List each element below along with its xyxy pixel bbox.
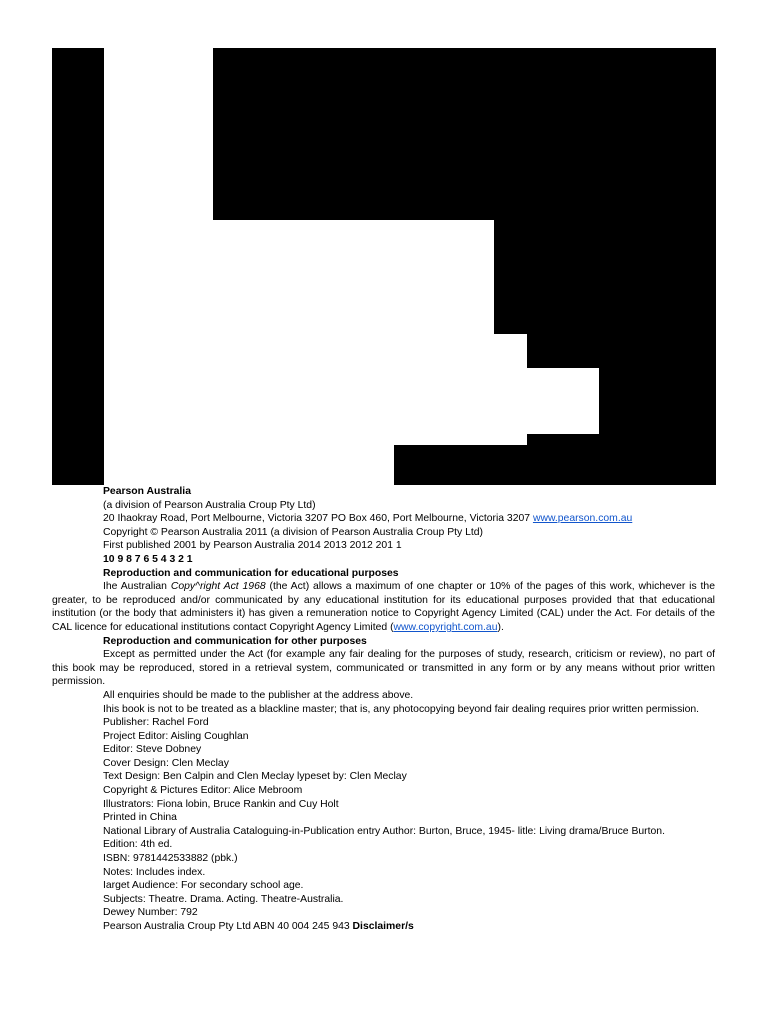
abn-text: Pearson Australia Croup Pty Ltd ABN 40 004 245 943 xyxy=(103,921,353,932)
disclaimer-label: Disclaimer/s xyxy=(352,921,414,932)
act-title: Copy^right Act 1968 xyxy=(170,581,266,593)
credit-line: Edition: 4th ed. xyxy=(103,839,173,851)
credit-line: National Library of Australia Cataloguing-in-Publication entry Author: Burton, Bruce, 1945- litle: Living drama/Bruce Burton. xyxy=(103,825,665,837)
copyright-agency-link[interactable]: www.copyright.com.au xyxy=(393,621,498,633)
other-paragraph-2: All enquiries should be made to the publisher at the address above. xyxy=(103,689,414,701)
edu-text-after: (the Act) allows a maximum of one chapter or 10% of the pages of this work, whichever is the greater, to be reproduced and/or communicated by any educational institution for its educational purposes provided that that educational institution (or the body that administers it) has given a remuneration notice to Copyright Agency Limited (CAL) under the Act. For details of the CAL licence for educational institutions contact Copyright Agency Limited ( xyxy=(52,581,715,633)
website-link[interactable]: www.pearson.com.au xyxy=(532,513,633,525)
edu-paragraph xyxy=(52,580,715,634)
cover-right-edge xyxy=(599,367,716,435)
address-text: 20 Ihaokray Road, Port Melbourne, Victoria 3207 PO Box 460, Port Melbourne, Victoria 3207 xyxy=(103,513,531,525)
credit-line: Subjects: Theatre. Drama. Acting. Theatre-Australia. xyxy=(103,893,344,905)
publisher-name: Pearson Australia xyxy=(103,486,191,497)
credit-line: Project Editor: Aisling Coughlan xyxy=(103,730,249,742)
credit-line: Printed in China xyxy=(103,812,177,824)
cover-right-column xyxy=(494,219,716,334)
other-paragraph-3: Ihis book is not to be treated as a blackline master; that is, any photocopying beyond fair dealing requires prior written permission. xyxy=(103,703,700,715)
credit-line: Copyright & Pictures Editor: Alice Mebroom xyxy=(103,785,303,797)
edu-heading: Reproduction and communication for educational purposes xyxy=(103,567,399,579)
credit-line: ISBN: 9781442533882 (pbk.) xyxy=(103,853,238,865)
cover-left-bar xyxy=(52,48,104,485)
first-published-line: First published 2001 by Pearson Australia 2014 2013 2012 201 1 xyxy=(103,540,402,552)
cover-bottom-block xyxy=(394,445,716,485)
edu-text-before: Ihe Australian xyxy=(103,581,171,593)
print-line: 10 9 8 7 6 5 4 3 2 1 xyxy=(103,553,193,565)
other-heading: Reproduction and communication for other purposes xyxy=(103,635,367,647)
edu-closing: ). xyxy=(497,621,504,633)
credit-line: Iarget Audience: For secondary school age. xyxy=(103,880,304,892)
cover-top-block xyxy=(213,48,716,220)
credit-line: Text Design: Ben Calpin and Clen Meclay lypeset by: Clen Meclay xyxy=(103,771,407,783)
credit-line: Cover Design: Clen Meclay xyxy=(103,757,229,769)
copyright-page-text xyxy=(52,485,715,934)
credit-line: Editor: Steve Dobney xyxy=(103,744,202,756)
abn-line xyxy=(52,920,715,934)
other-paragraph-1: Except as permitted under the Act (for example any fair dealing for the purposes of study, research, criticism or review), no part of this book may be reproduced, stored in a retrieval system, communicated or transmitted in any form or by any means without prior written permission. xyxy=(52,649,715,688)
publisher-division: (a division of Pearson Australia Croup Pty Ltd) xyxy=(103,499,316,511)
credit-line: Illustrators: Fiona lobin, Bruce Rankin and Cuy Holt xyxy=(103,798,339,810)
copyright-line: Copyright © Pearson Australia 2011 (a division of Pearson Australia Croup Pty Ltd) xyxy=(103,526,483,538)
cover-right-step xyxy=(527,333,716,368)
publisher-address xyxy=(52,512,715,526)
credit-line: Notes: Includes index. xyxy=(103,866,206,878)
credit-line: Dewey Number: 792 xyxy=(103,907,198,919)
credit-line: Publisher: Rachel Ford xyxy=(103,717,209,729)
